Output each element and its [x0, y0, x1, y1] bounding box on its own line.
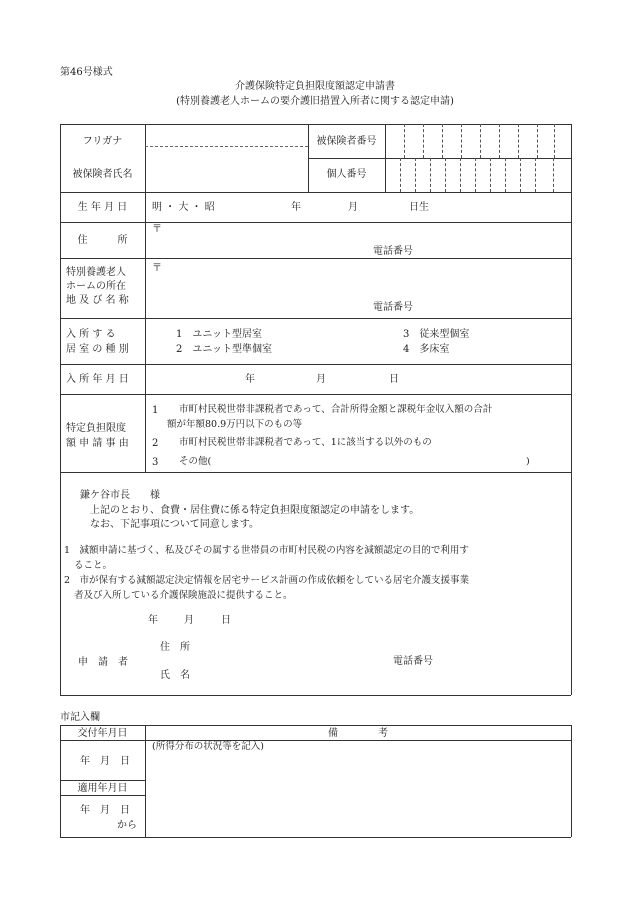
address-label: 住 所: [77, 235, 128, 246]
furigana-field[interactable]: [146, 126, 307, 145]
reason-label-2: 額 申 請 事 由: [66, 438, 129, 449]
issue-date-value[interactable]: 年 月 日: [80, 756, 130, 767]
apply-date-header: 適用年月日: [77, 783, 128, 794]
personal-number-field[interactable]: [386, 159, 571, 191]
declaration-date-day: 日: [221, 615, 231, 626]
address-field[interactable]: [146, 223, 570, 257]
declaration-date-year: 年: [148, 615, 158, 626]
room-option-unit-semi[interactable]: 2 ユニット型準個室: [176, 344, 272, 355]
remarks-field[interactable]: [146, 755, 570, 836]
admission-label: 入 所 年 月 日: [66, 374, 129, 385]
form-title: 介護保険特定負担限度額認定申請書: [235, 81, 395, 92]
facility-label-2: ホームの所在: [66, 281, 126, 292]
reason-2-text[interactable]: 市町村民税世帯非課税者であって、1に該当する以外のもの: [179, 437, 432, 448]
form-subtitle: (特別養護老人ホームの要介護旧措置入所者に関する認定申請): [176, 96, 454, 107]
form-number: 第46号様式: [60, 67, 113, 78]
apply-date-value[interactable]: 年 月 日: [80, 805, 130, 816]
reason-3-text[interactable]: その他(: [179, 456, 212, 467]
facility-field[interactable]: [146, 259, 570, 317]
applicant-field[interactable]: [200, 636, 560, 686]
remarks-header: 備 考: [328, 728, 388, 739]
issue-date-header: 交付年月日: [77, 728, 128, 739]
room-label-2: 居 室 の 種 別: [66, 344, 129, 355]
insured-number-field[interactable]: [386, 125, 571, 157]
reason-2-number: 2: [152, 438, 159, 449]
room-label-1: 入 所 す る: [66, 329, 116, 340]
reason-1-number: 1: [152, 405, 159, 416]
applicant-phone-label: 電話番号: [393, 656, 433, 667]
facility-postal-mark: 〒: [152, 263, 162, 274]
applicant-label: 申 請 者: [78, 657, 128, 668]
office-section-title: 市記入欄: [60, 712, 100, 723]
facility-phone-label: 電話番号: [373, 302, 413, 313]
birth-eras[interactable]: 明 ・ 大 ・ 昭: [152, 202, 215, 213]
declaration-addressee: 鎌ケ谷市長 様: [80, 490, 160, 501]
address-postal-mark: 〒: [152, 224, 162, 235]
name-label: 被保険者氏名: [72, 169, 133, 180]
consent-item-2-line1: 2 市が保有する減額認定決定情報を居宅サービス計画の作成依頼をしている居宅介護支援事業: [64, 575, 470, 586]
room-option-unit[interactable]: 1 ユニット型居室: [176, 329, 262, 340]
personal-number-label: 個人番号: [326, 169, 367, 180]
admission-day: 日: [389, 374, 399, 385]
reason-3-number: 3: [152, 457, 159, 468]
facility-label-3: 地 及 び 名 称: [66, 295, 129, 306]
birth-day: 日生: [409, 202, 429, 213]
reason-1-text-line1[interactable]: 市町村民税世帯非課税者であって、合計所得金額と課税年金収入額の合計: [179, 404, 493, 415]
declaration-line1: 上記のとおり、食費・居住費に係る特定負担限度額認定の申請をします。: [90, 505, 420, 516]
admission-year: 年: [245, 374, 255, 385]
remarks-note: (所得分布の状況等を記入): [152, 741, 264, 752]
insured-number-label: 被保険者番号: [316, 136, 377, 147]
name-field[interactable]: [146, 148, 307, 191]
room-option-conventional[interactable]: 3 従来型個室: [403, 329, 470, 340]
declaration-line2: なお、下記事項について同意します。: [90, 519, 259, 530]
reason-1-text-line2: 額が年額80.9万円以下のもの等: [167, 419, 303, 430]
apply-date-from: から: [117, 820, 137, 831]
birth-month: 月: [348, 202, 358, 213]
consent-item-1-line2: ること。: [74, 560, 113, 571]
address-phone-label: 電話番号: [373, 246, 413, 257]
consent-item-1-line1: 1 減額申請に基づく、私及びその属する世帯員の市町村民税の内容を減額認定の目的で利用す: [64, 545, 469, 556]
applicant-name-label: 氏 名: [160, 670, 190, 681]
consent-item-2-line2: 者及び入所している介護保険施設に提供すること。: [74, 590, 293, 601]
admission-month: 月: [316, 374, 326, 385]
facility-label-1: 特別養護老人: [66, 267, 126, 278]
furigana-label: フリガナ: [82, 136, 123, 147]
reason-3-close: ): [526, 456, 530, 467]
room-option-multi-bed[interactable]: 4 多床室: [403, 344, 450, 355]
reason-label-1: 特定負担限度: [66, 423, 126, 434]
declaration-date-month: 月: [184, 615, 194, 626]
applicant-address-label: 住 所: [160, 642, 190, 653]
birth-label: 生 年 月 日: [77, 202, 128, 213]
birth-year: 年: [291, 202, 301, 213]
